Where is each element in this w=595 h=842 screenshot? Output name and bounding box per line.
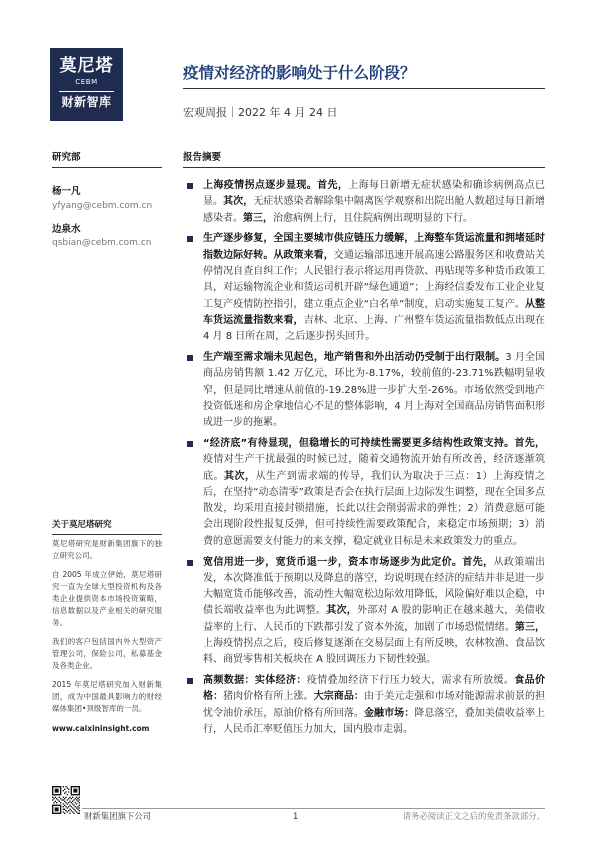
report-subtitle: 宏观周报｜2022 年 4 月 24 日 bbox=[183, 106, 338, 119]
summary-body-text: 无症状感染者解除集中隔离医学观察和出院出舱人数超过每日新增感染者。 bbox=[203, 196, 546, 224]
summary-emphasis: 大宗商品： bbox=[313, 691, 364, 703]
summary-emphasis: 生产端至需求端未见起色，地产销售和外出活动仍受制于出行限制。 bbox=[203, 351, 506, 363]
square-bullet-icon bbox=[187, 560, 193, 566]
about-heading: 关于莫尼塔研究 bbox=[52, 519, 162, 535]
summary-emphasis: 其次， bbox=[326, 605, 358, 617]
analyst-name: 边泉水 bbox=[52, 224, 81, 235]
summary-heading: 报告摘要 bbox=[183, 151, 545, 168]
summary-emphasis: 金融市场： bbox=[363, 707, 415, 719]
title-divider bbox=[183, 88, 545, 89]
square-bullet-icon bbox=[187, 355, 193, 361]
summary-emphasis: 其次， bbox=[223, 196, 254, 208]
summary-body-text: 3 月全国商品房销售额 1.42 万亿元，环比为-8.17%，较前值的-23.71%跌幅明显收窄，但是同比增速从前值的-19.28%进一步扩大至-26%。市场依然受到地产投资低迷和房企拿地信心不足的整体影响，4 月上海对全国商品房销售面积形成进一步的拖累。 bbox=[203, 351, 545, 429]
square-bullet-icon bbox=[187, 678, 193, 684]
analyst-email: qsbian@cebm.com.cn bbox=[52, 238, 152, 248]
summary-body-text: 上海每日新增无症状感染和确诊病例高点已显。 bbox=[203, 180, 545, 208]
summary-item bbox=[183, 673, 545, 738]
summary-emphasis: 生产逐步修复，全国主要城市供应链压力缓解，上海整车货运流量和拥堵延时指数边际好转。从政策来看， bbox=[203, 233, 545, 261]
summary-emphasis: 其次， bbox=[223, 470, 256, 482]
summary-emphasis: 第三， bbox=[243, 212, 273, 224]
summary-emphasis: 宽信用进一步，宽货币退一步，资本市场逐步为此定价。首先， bbox=[203, 556, 494, 568]
summary-body-text: 从生产到需求端的传导，我们认为取决于三点：1）上海疫情之后，在坚持“动态清零”政策是否会在执行层面上边际发生调整，现在全国多点散发，均采用直接封锁措施，长此以往会削弱需求的弹性；2）消费意愿可能会出现阶段性报复反弹，但可持续性需要政策配合，来稳定市场预期；3）消费的意愿需要支付能力的来支撑，稳定就业目标是未来政策发力的重点。 bbox=[203, 470, 545, 547]
summary-list bbox=[183, 178, 545, 743]
about-paragraph: 自 2005 年成立伊始，莫尼塔研究一直为全球大型投资机构及各类企业提供资本市场投资策略，信息数据以及产业相关的研究服务。 bbox=[52, 570, 162, 627]
summary-body-text: 疫情对生产干扰最强的时候已过，随着交通物流开始有所改善，经济逐渐筑底。 bbox=[203, 454, 545, 482]
summary-body-text: 疫情叠加经济下行压力较大，需求有所放缓。 bbox=[306, 675, 515, 687]
department-heading: 研究部 bbox=[52, 151, 162, 168]
about-paragraph: 莫尼塔研究是财新集团旗下的独立研究公司。 bbox=[52, 539, 162, 560]
cebm-logo bbox=[50, 48, 123, 121]
summary-emphasis: 第三， bbox=[514, 621, 546, 633]
logo-code: CEBM bbox=[75, 78, 98, 86]
footer-disclaimer: 请务必阅读正文之后的免责条款部分。 bbox=[402, 811, 545, 821]
summary-body-text: 猪肉价格有所上涨。 bbox=[223, 691, 314, 703]
logo-divider bbox=[59, 91, 114, 92]
summary-emphasis: 从整车货运流量指数来看， bbox=[203, 298, 546, 326]
footer-company: 财新集团旗下公司 bbox=[84, 811, 151, 821]
website-url: www.caixininsight.com bbox=[52, 724, 150, 733]
summary-body-text: 由于美元走强和市场对能源需求前景的担忧令油价承压，原油价格有所回落。 bbox=[203, 691, 546, 719]
page-number: 1 bbox=[293, 811, 299, 821]
report-title: 疫情对经济的影响处于什么阶段？ bbox=[183, 64, 416, 82]
summary-item bbox=[183, 436, 545, 550]
summary-emphasis: “经济底”有待显现，但稳增长的可持续性需要更多结构性政策支持。首先， bbox=[203, 437, 545, 449]
summary-emphasis: 食品价格： bbox=[203, 675, 545, 703]
summary-body-text: 上海疫情拐点之后，疫后修复逐渐在交易层面上有所反映，农林牧渔、食品饮料、商贸零售相关板块在 A 股回调压力下韧性较强。 bbox=[203, 638, 545, 666]
square-bullet-icon bbox=[187, 441, 193, 447]
square-bullet-icon bbox=[187, 183, 193, 189]
summary-body-text: 外部对 A 股的影响正在越来越大，美债收益率的上行、人民币的下跌都引发了资本外流，加剧了市场恐慌情绪。 bbox=[203, 605, 546, 633]
logo-tagline: 财新智库 bbox=[61, 95, 112, 109]
summary-item bbox=[183, 178, 545, 227]
analyst-name: 杨一凡 bbox=[52, 186, 81, 197]
square-bullet-icon bbox=[187, 236, 193, 242]
summary-body-text: 治愈病例上行，且住院病例出现明显的下行。 bbox=[273, 212, 473, 224]
summary-item bbox=[183, 350, 545, 431]
qr-code bbox=[52, 786, 80, 814]
summary-body-text: 降息落空，叠加美债收益率上行，人民币汇率贬值压力加大，国内股市走弱。 bbox=[203, 707, 546, 735]
footer-divider bbox=[82, 808, 545, 809]
summary-emphasis: 高频数据：实体经济： bbox=[203, 675, 307, 687]
summary-item bbox=[183, 555, 545, 669]
about-paragraph: 2015 年莫尼塔研究加入财新集团，成为中国最具影响力的财经媒体集团•顶级智库的一员。 bbox=[52, 680, 162, 713]
analyst-email: yfyang@cebm.com.cn bbox=[52, 201, 153, 211]
summary-item bbox=[183, 231, 545, 345]
summary-body-text: 交通运输部迅速开展高速公路服务区和收费站关停情况自查自纠工作；人民银行表示将运用再贷款、再贴现等多种货币政策工具，对运输物流企业和货运司机开辟“绿色通道”；上海经信委发布工业企业复工复产疫情防控指引，建立重点企业“白名单”制度，启动实施复工复产。 bbox=[203, 249, 546, 310]
logo-name: 莫尼塔 bbox=[59, 56, 114, 76]
summary-body-text: 吉林、北京、上海、广州整车货运流量指数低点出现在 4 月 8 日所在周，之后逐步拐头回升。 bbox=[203, 314, 546, 343]
summary-body-text: 从政策端出发，本次降准低于预期以及降息的落空，均说明现在经济的症结并非是进一步大幅宽货币能够改善，流动性大幅宽松边际效用降低，风险偏好难以企稳，中债长端收益率也为此调整。 bbox=[203, 556, 545, 617]
about-paragraph: 我们的客户包括国内外大型资产管理公司，保险公司，私募基金及各类企业。 bbox=[52, 637, 162, 670]
summary-emphasis: 上海疫情拐点逐步显现。首先， bbox=[203, 180, 349, 191]
about-section bbox=[52, 519, 162, 735]
